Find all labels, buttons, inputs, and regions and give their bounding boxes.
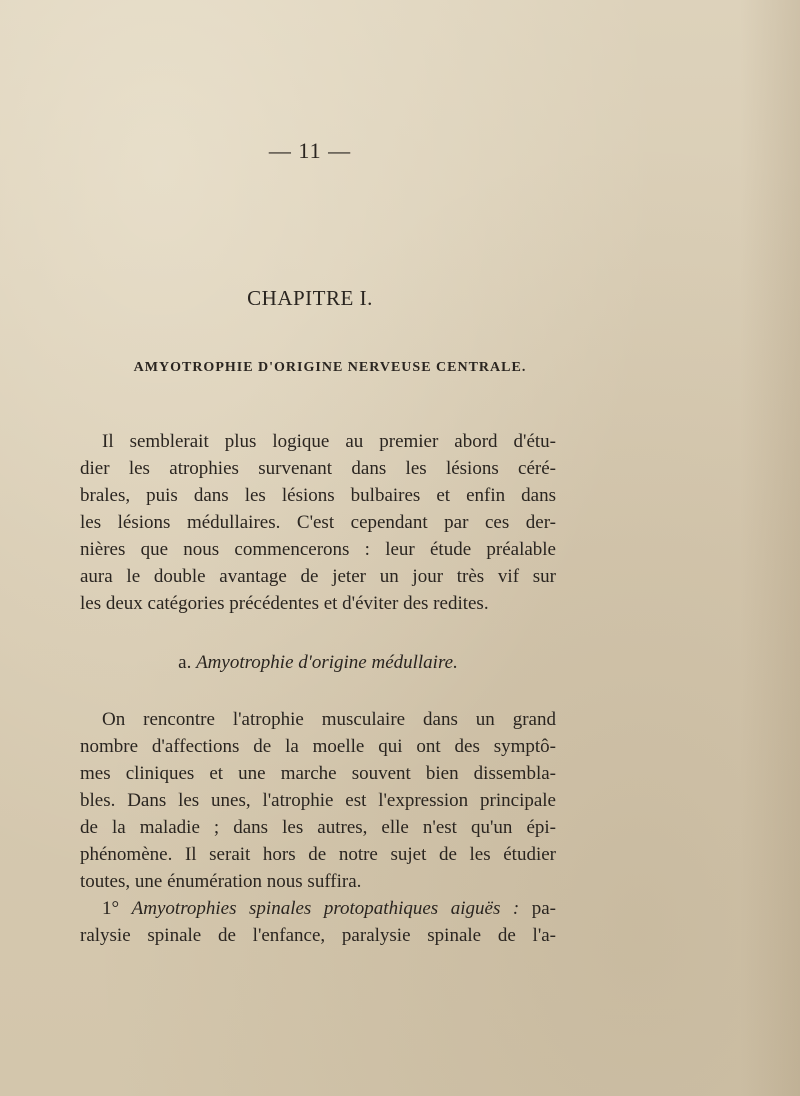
item-number: 1° — [102, 898, 120, 919]
text-line: les lésions médullaires. C'est cependant par ces der- — [80, 512, 556, 533]
text-line: ralysie spinale de l'enfance, paralysie spinale de l'a- — [80, 925, 556, 946]
text-line: mes cliniques et une marche souvent bien dissembla- — [80, 763, 556, 784]
subheading-text: Amyotrophie d'origine médullaire. — [196, 652, 458, 673]
text-line: On rencontre l'atrophie musculaire dans un grand — [102, 709, 556, 730]
item-italic-text: Amyotrophies spinales protopathiques aiguës : — [131, 898, 520, 919]
text-line: nombre d'affections de la moelle qui ont des symptô- — [80, 736, 556, 757]
text-line: aura le double avantage de jeter un jour très vif sur — [80, 566, 556, 587]
text-line: Il semblerait plus logique au premier abord d'étu- — [102, 431, 556, 452]
text-line: de la maladie ; dans les autres, elle n'est qu'un épi- — [80, 817, 556, 838]
subheading — [80, 652, 556, 674]
list-item-1 — [80, 895, 556, 922]
item-text: pa- — [531, 898, 556, 919]
text-line: les deux catégories précédentes et d'éviter des redites. — [80, 593, 489, 614]
text-line: nières que nous commencerons : leur étude préalable — [80, 539, 556, 560]
text-line: bles. Dans les unes, l'atrophie est l'expression principale — [80, 790, 556, 811]
page-edge-shadow — [740, 0, 800, 1096]
text-line: phénomène. Il serait hors de notre sujet de les étudier — [80, 844, 556, 865]
text-line: brales, puis dans les lésions bulbaires et enfin dans — [80, 485, 556, 506]
chapter-title: CHAPITRE I. — [247, 286, 373, 310]
section-title: AMYOTROPHIE D'ORIGINE NERVEUSE CENTRALE. — [133, 360, 527, 375]
text-line: dier les atrophies survenant dans les lésions céré- — [80, 458, 556, 479]
paragraph-2 — [80, 706, 556, 949]
page-number: — 11 — — [268, 138, 352, 163]
subheading-prefix: a. — [178, 652, 192, 673]
paragraph-1 — [80, 428, 556, 617]
text-line: toutes, une énumération nous suffira. — [80, 871, 362, 892]
